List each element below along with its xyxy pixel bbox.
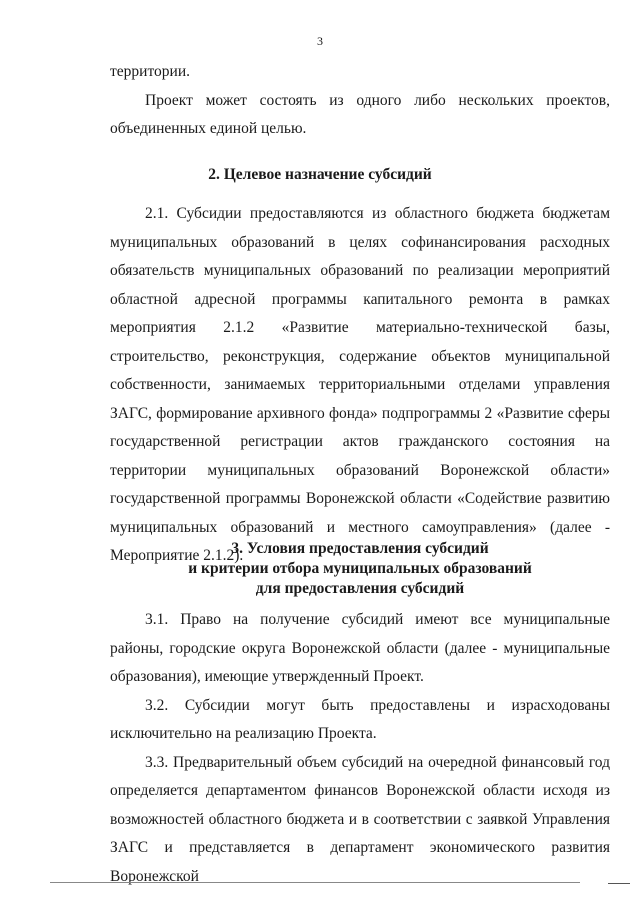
section-3-paragraph-1: 3.1. Право на получение субсидий имеют все муниципальные районы, городские округа Воронежской области (далее - муниципальные образования), имеющие утвержденный Проект. bbox=[110, 611, 610, 685]
section-3-heading-line-3: для предоставления субсидий bbox=[255, 580, 465, 597]
intro-line: территории. bbox=[110, 63, 190, 80]
section-3-paragraph-2: 3.2. Субсидии могут быть предоставлены и израсходованы исключительно на реализацию Проекта. bbox=[110, 696, 610, 742]
section-2-paragraph-1: 2.1. Субсидии предоставляются из областного бюджета бюджетам муниципальных образований в целях софинансирования расходных обязательств муниципальных образований по реализации мероприятий областной адресной программы капитального ремонта в рамках мероприятия 2.1.2 «Развитие материально-технической базы, строительство, реконструкция, содержание объектов муниципальной собственности, занимаемых территориальными отделами управления ЗАГС, формирование архивного фонда» подпрограммы 2 «Развитие сферы государственной регистрации актов гражданского состояния на территории муниципальных образований Воронежской области» государственной программы Воронежской области «Содействие развитию муниципальных образований и местного самоуправления» (далее - Мероприятие 2.1.2). bbox=[110, 205, 610, 564]
intro-block bbox=[110, 58, 610, 144]
section-3-body bbox=[110, 606, 610, 891]
scan-margin-mark bbox=[608, 883, 630, 884]
section-2-heading: 2. Целевое назначение субсидий bbox=[208, 166, 432, 183]
section-3-heading-line-1: 3. Условия предоставления субсидий bbox=[231, 540, 489, 557]
section-3-heading-line-2: и критерии отбора муниципальных образований bbox=[188, 560, 532, 577]
section-3-heading bbox=[110, 539, 610, 599]
section-2-body bbox=[110, 200, 610, 571]
page-number: 3 bbox=[317, 34, 323, 48]
section-3-paragraph-3: 3.3. Предварительный объем субсидий на очередной финансовый год определяется департаментом финансов Воронежской области исходя из возможностей областного бюджета и в соответствии с заявкой Управления ЗАГС и представляется в департамент экономического развития Воронежской bbox=[110, 753, 610, 885]
intro-paragraph: Проект может состоять из одного либо нескольких проектов, объединенных единой целью. bbox=[110, 91, 610, 137]
scan-bottom-rule bbox=[50, 882, 580, 883]
